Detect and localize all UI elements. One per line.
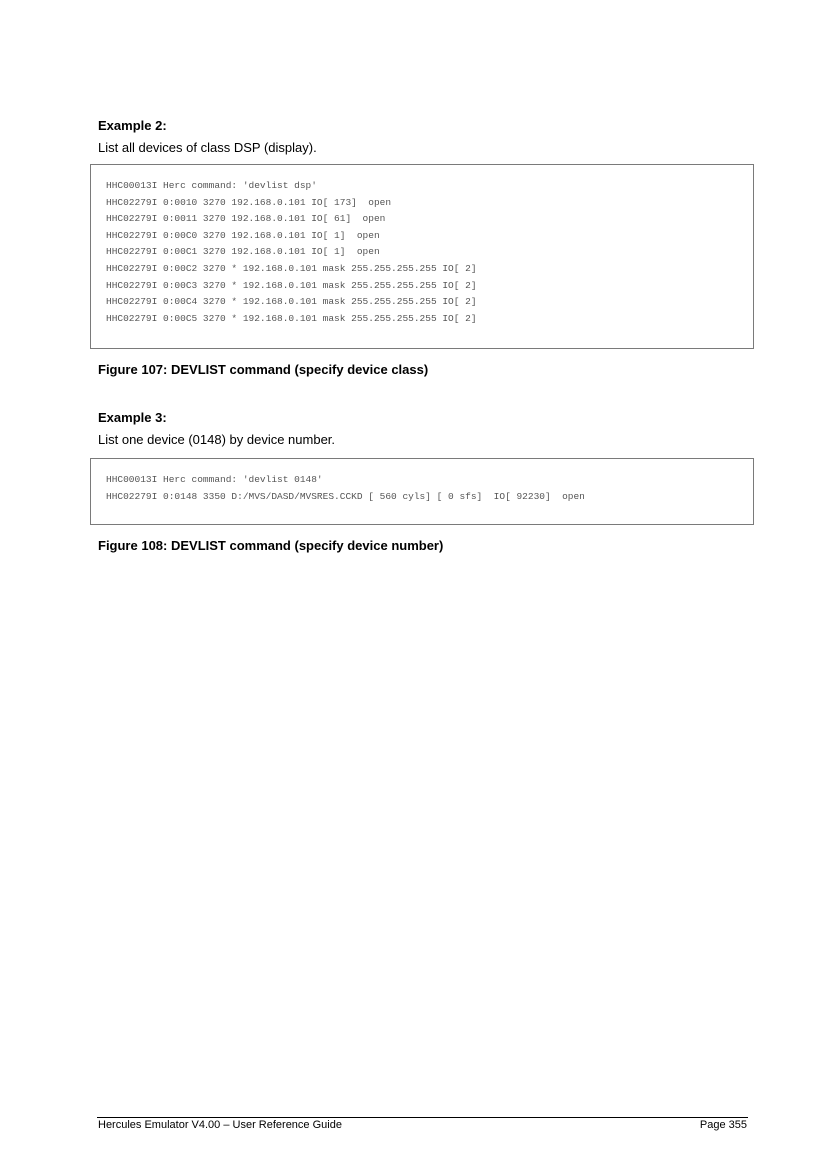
footer-divider xyxy=(97,1117,748,1118)
code-line: HHC00013I Herc command: 'devlist 0148' xyxy=(106,474,323,485)
code-line: HHC02279I 0:00C5 3270 * 192.168.0.101 mask 255.255.255.255 IO[ 2] xyxy=(106,312,477,324)
footer-document-title: Hercules Emulator V4.00 – User Reference Guide xyxy=(98,1119,342,1131)
code-line: HHC00013I Herc command: 'devlist dsp' xyxy=(106,180,317,191)
code-line: HHC02279I 0:00C2 3270 * 192.168.0.101 mask 255.255.255.255 IO[ 2] xyxy=(106,262,477,274)
code-line: HHC02279I 0:0010 3270 192.168.0.101 IO[ 173] open xyxy=(106,196,392,208)
figure-107-caption: Figure 107: DEVLIST command (specify device class) xyxy=(98,362,429,377)
code-line: HHC02279I 0:00C4 3270 * 192.168.0.101 mask 255.255.255.255 IO[ 2] xyxy=(106,296,477,308)
code-line: HHC02279I 0:0148 3350 D:/MVS/DASD/MVSRES.CCKD [ 560 cyls] [ 0 sfs] IO[ 92230] open xyxy=(106,490,585,502)
code-line: HHC02279I 0:00C3 3270 * 192.168.0.101 mask 255.255.255.255 IO[ 2] xyxy=(106,279,477,291)
footer-page-number: Page 355 xyxy=(699,1119,747,1131)
example-3-heading: Example 3: xyxy=(98,410,167,425)
example-2-heading: Example 2: xyxy=(98,118,167,133)
figure-108-caption: Figure 108: DEVLIST command (specify device number) xyxy=(98,538,444,553)
example-2-code-block xyxy=(90,164,754,349)
example-3-code-block xyxy=(90,458,754,525)
example-2-description: List all devices of class DSP (display). xyxy=(98,140,317,155)
code-line: HHC02279I 0:00C0 3270 192.168.0.101 IO[ 1] open xyxy=(106,229,380,241)
code-line: HHC02279I 0:00C1 3270 192.168.0.101 IO[ 1] open xyxy=(106,246,380,258)
example-3-description: List one device (0148) by device number. xyxy=(98,432,336,447)
code-line: HHC02279I 0:0011 3270 192.168.0.101 IO[ 61] open xyxy=(106,213,386,225)
